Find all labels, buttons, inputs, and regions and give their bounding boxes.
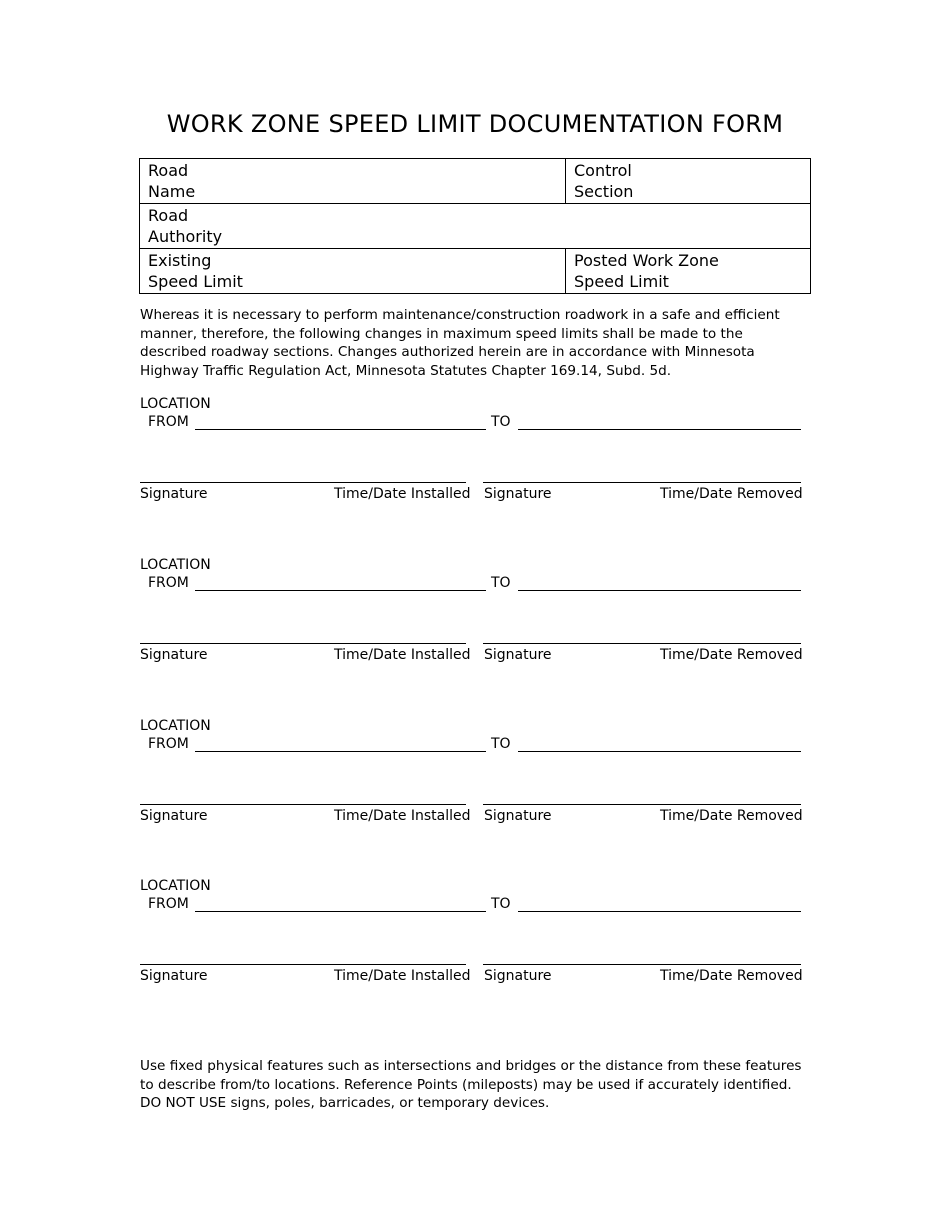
to-label: TO <box>491 414 511 430</box>
from-input-line[interactable] <box>195 429 486 430</box>
signature-label: Signature <box>484 808 552 824</box>
from-input-line[interactable] <box>195 911 486 912</box>
footer-note <box>140 1057 820 1113</box>
installed-signature-line[interactable] <box>140 804 466 805</box>
location-block-2 <box>140 557 820 667</box>
location-block-3 <box>140 718 820 828</box>
signature-label: Signature <box>484 647 552 663</box>
time-removed-label: Time/Date Removed <box>660 968 803 984</box>
footer-line: DO NOT USE signs, poles, barricades, or temporary devices. <box>140 1095 550 1111</box>
existing-speed-limit-field[interactable] <box>140 249 566 294</box>
location-label: LOCATION <box>140 396 211 412</box>
to-input-line[interactable] <box>518 590 801 591</box>
to-input-line[interactable] <box>518 911 801 912</box>
intro-line: described roadway sections. Changes authorized herein are in accordance with Minnesota <box>140 344 755 360</box>
signature-label: Signature <box>140 968 208 984</box>
removed-signature-line[interactable] <box>483 964 801 965</box>
to-input-line[interactable] <box>518 751 801 752</box>
signature-label: Signature <box>484 968 552 984</box>
removed-signature-line[interactable] <box>483 804 801 805</box>
time-removed-label: Time/Date Removed <box>660 808 803 824</box>
intro-line: manner, therefore, the following changes in maximum speed limits shall be made to the <box>140 325 743 342</box>
signature-label: Signature <box>484 486 552 502</box>
footer-line: to describe from/to locations. Reference Points (mileposts) may be used if accurately identified. <box>140 1076 792 1093</box>
from-label: FROM <box>148 736 189 752</box>
location-block-1 <box>140 396 820 506</box>
installed-signature-line[interactable] <box>140 643 466 644</box>
to-input-line[interactable] <box>518 429 801 430</box>
existing-speed-limit-label: Existing Speed Limit <box>148 251 243 291</box>
control-section-field[interactable] <box>566 159 811 204</box>
removed-signature-line[interactable] <box>483 643 801 644</box>
time-installed-label: Time/Date Installed <box>334 647 471 663</box>
intro-paragraph <box>140 306 800 380</box>
from-input-line[interactable] <box>195 590 486 591</box>
removed-signature-line[interactable] <box>483 482 801 483</box>
to-label: TO <box>491 575 511 591</box>
intro-line: Highway Traffic Regulation Act, Minnesota Statutes Chapter 169.14, Subd. 5d. <box>140 362 672 379</box>
header-table <box>139 158 811 294</box>
location-label: LOCATION <box>140 878 211 894</box>
to-label: TO <box>491 896 511 912</box>
time-installed-label: Time/Date Installed <box>334 486 471 502</box>
location-label: LOCATION <box>140 557 211 573</box>
from-input-line[interactable] <box>195 751 486 752</box>
from-label: FROM <box>148 575 189 591</box>
time-installed-label: Time/Date Installed <box>334 808 471 824</box>
signature-label: Signature <box>140 647 208 663</box>
posted-speed-limit-field[interactable] <box>566 249 811 294</box>
intro-line: Whereas it is necessary to perform maintenance/construction roadwork in a safe and efficient <box>140 307 780 323</box>
location-block-4 <box>140 878 820 988</box>
location-label: LOCATION <box>140 718 211 734</box>
time-removed-label: Time/Date Removed <box>660 486 803 502</box>
signature-label: Signature <box>140 486 208 502</box>
posted-speed-limit-label: Posted Work Zone Speed Limit <box>574 251 719 291</box>
from-label: FROM <box>148 896 189 912</box>
installed-signature-line[interactable] <box>140 482 466 483</box>
road-authority-field[interactable] <box>140 204 811 249</box>
signature-label: Signature <box>140 808 208 824</box>
time-removed-label: Time/Date Removed <box>660 647 803 663</box>
footer-line: Use fixed physical features such as intersections and bridges or the distance from these features <box>140 1058 802 1074</box>
installed-signature-line[interactable] <box>140 964 466 965</box>
form-title: WORK ZONE SPEED LIMIT DOCUMENTATION FORM <box>166 110 784 138</box>
road-name-label: Road Name <box>148 161 196 201</box>
time-installed-label: Time/Date Installed <box>334 968 471 984</box>
from-label: FROM <box>148 414 189 430</box>
road-name-field[interactable] <box>140 159 566 204</box>
road-authority-label: Road Authority <box>148 206 223 246</box>
to-label: TO <box>491 736 511 752</box>
control-section-label: Control Section <box>574 161 634 201</box>
